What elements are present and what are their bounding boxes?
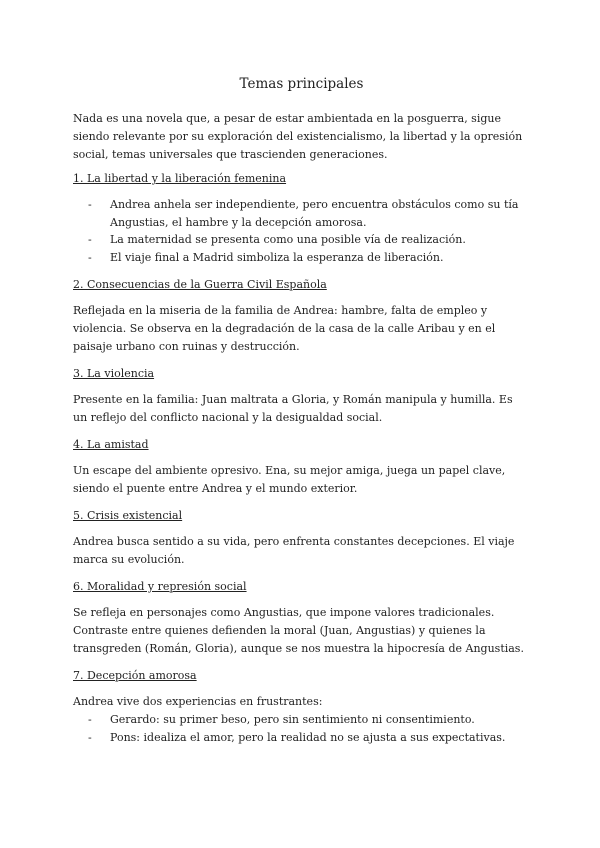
dash-marker: - (88, 713, 92, 726)
section-amistad (73, 436, 530, 498)
section-body: Se refleja en personajes como Angustias, que impone valores tradicionales. Contraste entre quienes defienden la moral (Juan, Angustias) y quienes la transgreden (Román, Gloria), aunque se nos muestra la hipocresía de Angustias. (73, 606, 524, 655)
section-libertad (73, 170, 530, 266)
dash-marker: - (88, 730, 92, 744)
section-body: Reflejada en la miseria de la familia de Andrea: hambre, falta de empleo y violencia. Se observa en la degradación de la casa de la calle Aribau y en el paisaje urbano con ruinas y destrucción. (73, 304, 496, 353)
section-heading: 1. La libertad y la liberación femenina (73, 172, 287, 185)
section-violencia (73, 365, 530, 427)
list-item: - Pons: idealiza el amor, pero la realidad no se ajusta a sus expectativas. (88, 729, 530, 747)
list-item: - La maternidad se presenta como una posible vía de realización. (88, 231, 530, 249)
document-title: Temas principales (239, 76, 364, 92)
section-heading: 6. Moralidad y represión social (73, 580, 247, 593)
dash-marker: - (88, 233, 92, 246)
bullet-list (73, 711, 530, 746)
list-item: - Andrea anhela ser independiente, pero encuentra obstáculos como su tía Angustias, el hambre y la decepción amorosa. (88, 198, 519, 229)
section-heading: 3. La violencia (73, 367, 155, 380)
intro-paragraph: Nada es una novela que, a pesar de estar ambientada en la posguerra, sigue siendo relevante por su exploración del existencialismo, la libertad y la opresión social, temas universales que trascienden generaciones. (73, 112, 523, 161)
section-crisis-existencial (73, 507, 530, 569)
section-body: Un escape del ambiente opresivo. Ena, su mejor amiga, juega un papel clave, siendo el puente entre Andrea y el mundo exterior. (73, 464, 506, 495)
section-body: Andrea busca sentido a su vida, pero enfrenta constantes decepciones. El viaje marca su evolución. (73, 535, 515, 566)
section-guerra-civil (73, 276, 530, 356)
section-decepcion-amorosa (73, 667, 530, 746)
section-body: Andrea vive dos experiencias en frustrantes: (73, 695, 323, 708)
list-item: - Gerardo: su primer beso, pero sin sentimiento ni consentimiento. (88, 711, 530, 729)
dash-marker: - (88, 198, 92, 211)
section-heading: 2. Consecuencias de la Guerra Civil Española (73, 278, 327, 291)
section-heading: 4. La amistad (73, 438, 149, 451)
section-heading: 7. Decepción amorosa (73, 669, 197, 682)
section-moralidad (73, 578, 530, 658)
list-item: - El viaje final a Madrid simboliza la esperanza de liberación. (88, 249, 530, 267)
dash-marker: - (88, 250, 92, 264)
section-heading: 5. Crisis existencial (73, 509, 183, 522)
section-body: Presente en la familia: Juan maltrata a Gloria, y Román manipula y humilla. Es un reflejo del conflicto nacional y la desigualdad social. (73, 393, 513, 424)
bullet-list (73, 196, 530, 266)
